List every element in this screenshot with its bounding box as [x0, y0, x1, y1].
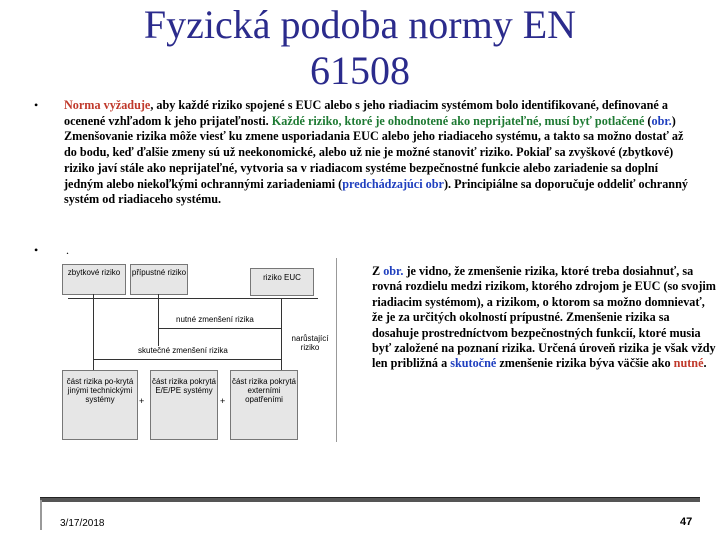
label-nutne-zmenseni: nutné zmenšení rizika: [176, 315, 254, 324]
marker-pripustne: [158, 294, 159, 346]
risk-reduction-diagram: [58, 258, 337, 442]
slide-title: Fyzická podoba normy EN 61508: [143, 2, 577, 93]
paragraph-risk-reduction: [372, 264, 717, 372]
label-narustajici-riziko: narůstající riziko: [291, 334, 329, 352]
arrow-nutne: [159, 328, 281, 329]
text-norma-vyzaduje: Norma vyžaduje: [64, 98, 151, 112]
text-span: Zmenšovanie rizika môže viesť ku zmene usporiadania EUC alebo jeho riadiaceho systému, a takto sa možno dostať až do bodu, keď ďalšie zmeny sú už neekonomické, alebo už nie je možné stanoviť riziko. Pokiaľ sa zvyškové (zbytkové) riziko javí stále ako neprijateľné, vytvoria sa v riadiacom systéme bezpečnostné funkcie alebo zariadenie sa doplní jedným alebo niekoľkými ochrannými zariadeniami (: [64, 129, 684, 191]
risk-axis-arrow: [68, 298, 318, 299]
box-cast-eepe: část rizika pokrytá E/E/PE systémy: [150, 370, 218, 440]
text-span: zmenšenie rizika býva väčšie ako: [496, 356, 674, 371]
bullet-icon: •: [34, 98, 39, 112]
link-obr[interactable]: obr.: [651, 113, 672, 128]
link-predchadzajuci-obr[interactable]: predchádzajúci obr: [342, 176, 444, 191]
paragraph-dot: .: [66, 243, 69, 257]
plus-sign: +: [220, 396, 226, 406]
footer-date: 3/17/2018: [60, 518, 105, 529]
plus-sign: +: [139, 396, 145, 406]
box-cast-externi: část rizika pokrytá externími opatřeními: [230, 370, 298, 440]
box-pripustne-riziko: přípustné riziko: [130, 264, 188, 295]
box-riziko-euc: riziko EUC: [250, 268, 314, 296]
box-zbytkove-riziko: zbytkové riziko: [62, 264, 126, 295]
page-number: 47: [680, 516, 693, 528]
text-span: (: [644, 113, 652, 128]
text-skutocne: skutočné: [450, 356, 497, 371]
paragraph-norm-requirements: [64, 98, 694, 208]
footer-divider: [40, 497, 700, 502]
text-span: ). Principiálne sa doporučuje oddeliť ochranný systém od riadiaceho systému.: [64, 176, 688, 207]
link-obr[interactable]: obr.: [383, 264, 404, 278]
label-skutecne-zmenseni: skutečné zmenšení rizika: [138, 346, 228, 355]
text-span: ): [671, 113, 676, 128]
text-kazde-riziko: Každé riziko, ktoré je ohodnotené ako neprijateľné, musí byť potlačené: [271, 113, 645, 128]
text-span: Z: [372, 264, 384, 278]
bullet-icon: •: [34, 243, 39, 257]
arrow-skutecne: [94, 359, 281, 360]
text-span: , aby každé riziko spojené s EUC alebo s jeho riadiacim systémom bolo identifikované, definované a ocenené vzhľadom k jeho prijateľnosti.: [64, 98, 668, 128]
text-span: .: [703, 356, 707, 371]
footer-left-bar: [40, 500, 42, 530]
box-cast-technicke: část rizika po-krytá jinými technickými systémy: [62, 370, 138, 440]
text-nutne: nutné: [673, 356, 704, 371]
text-span: je vidno, že zmenšenie rizika, ktoré treba dosiahnuť, sa rovná rozdielu medzi rizikom, ktorého zdrojom je EUC (so svojim riadiacim systémom), a rizikom, o ktorom sa možno domnievať, že je za určitých okolností prípustné. Zmenšenie rizika sa dosahuje prostredníctvom bezpečnostných funkcií, ktoré musia byť založené na poznaní rizika. Určená úroveň rizika je však vždy len približná a: [372, 264, 716, 371]
